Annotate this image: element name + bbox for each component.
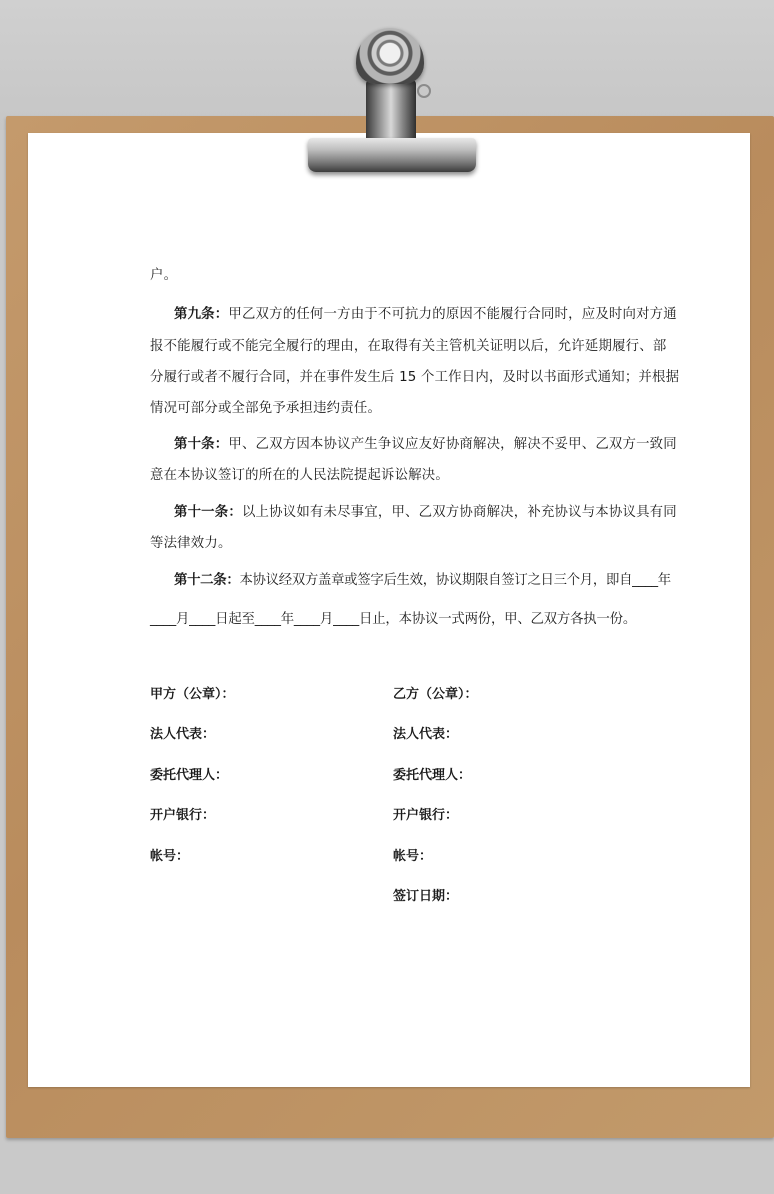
article-9-line-4: 情况可部分或全部免予承担违约责任。 xyxy=(150,401,382,416)
party-a-bank-label: 开户银行： xyxy=(150,808,216,823)
article-11-line-1: 第十一条：以上协议如有未尽事宜，甲、乙双方协商解决，补充协议与本协议具有同 xyxy=(174,505,677,520)
article-11-line-2: 等法律效力。 xyxy=(150,536,232,551)
article-9-line-2: 报不能履行或不能完全履行的理由，在取得有关主管机关证明以后，允许延期履行、部 xyxy=(150,339,667,354)
article-9-line-3: 分履行或者不履行合同，并在事件发生后 15 个工作日内，及时以书面形式通知；并根据 xyxy=(150,370,680,385)
party-a-agent-label: 委托代理人： xyxy=(150,768,229,783)
party-a-seal-label: 甲方（公章）： xyxy=(150,687,235,702)
article-9-label: 第九条： xyxy=(174,307,229,322)
article-10-line-1: 第十条：甲、乙双方因本协议产生争议应友好协商解决，解决不妥甲、乙双方一致同 xyxy=(174,437,677,452)
paragraph-fragment: 户。 xyxy=(150,268,178,283)
article-10-line-2: 意在本协议签订的所在的人民法院提起诉讼解决。 xyxy=(150,468,449,483)
party-b-account-label: 帐号： xyxy=(393,849,433,864)
clip-hinge-icon xyxy=(417,84,431,98)
party-b-bank-label: 开户银行： xyxy=(393,808,459,823)
article-12-line-1: 第十二条：本协议经双方盖章或签字后生效，协议期限自签订之日三个月，即自____年 xyxy=(174,573,671,588)
article-10-label: 第十条： xyxy=(174,437,229,452)
article-11-label: 第十一条： xyxy=(174,505,242,520)
party-b-seal-label: 乙方（公章）： xyxy=(393,687,478,702)
party-a-account-label: 帐号： xyxy=(150,849,190,864)
article-9-line-1: 第九条：甲乙双方的任何一方由于不可抗力的原因不能履行合同时，应及时向对方通 xyxy=(174,307,677,322)
clip-base xyxy=(308,138,476,172)
party-a-legal-rep-label: 法人代表： xyxy=(150,727,216,742)
signing-date-label: 签订日期： xyxy=(393,889,459,904)
party-b-agent-label: 委托代理人： xyxy=(393,768,472,783)
party-b-legal-rep-label: 法人代表： xyxy=(393,727,459,742)
article-12-line-2: ____月____日起至____年____月____日止，本协议一式两份，甲、乙双方各执一份。 xyxy=(150,612,637,627)
article-12-label: 第十二条： xyxy=(174,573,240,588)
clip-neck xyxy=(366,80,416,142)
